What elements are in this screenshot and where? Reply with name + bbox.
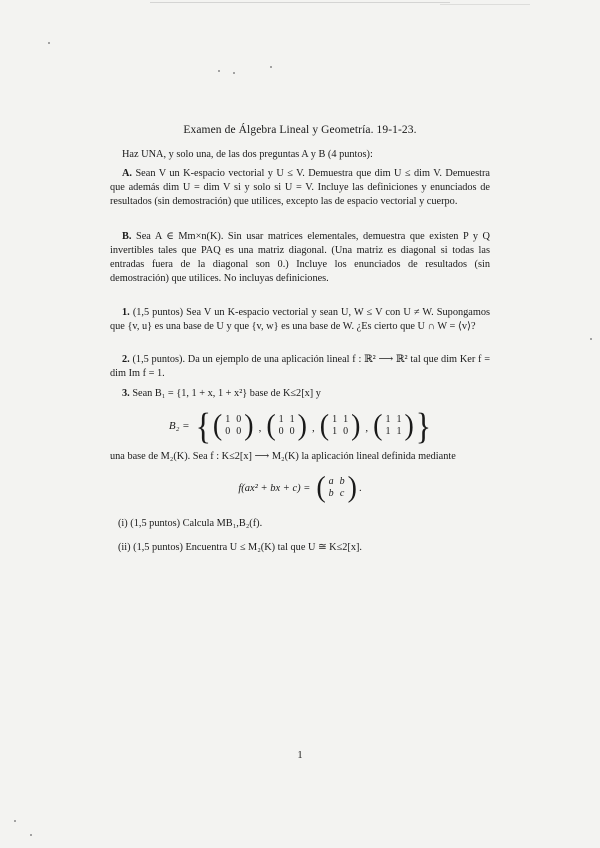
problem-3-intro-text: Sean B₁ = {1, 1 + x, 1 + x²} base de K≤2[x] y bbox=[132, 388, 321, 399]
map-matrix-entry: b bbox=[339, 476, 345, 487]
basis-b2-display bbox=[110, 405, 490, 447]
scan-artifact-line bbox=[150, 2, 450, 3]
matrix-entry: 0 bbox=[225, 426, 231, 437]
scan-artifact-speck bbox=[48, 42, 50, 44]
basis-matrix-1: ( 1 0 0 0 ) bbox=[212, 409, 254, 442]
matrix-entry: 1 bbox=[289, 414, 295, 425]
question-b-label: B. bbox=[122, 231, 132, 242]
scan-artifact-speck bbox=[590, 338, 592, 340]
basis-b2-lhs: B₂ = bbox=[168, 420, 190, 432]
matrix-entry: 0 bbox=[289, 426, 295, 437]
matrix-entry: 0 bbox=[278, 426, 284, 437]
map-matrix-entry: c bbox=[339, 488, 345, 499]
problem-3-after: una base de M₂(K). Sea f : K≤2[x] ⟶ M₂(K) la aplicación lineal definida mediante bbox=[110, 451, 456, 462]
matrix-entry: 0 bbox=[343, 426, 349, 437]
map-matrix-entry: a bbox=[328, 476, 334, 487]
matrix-entry: 0 bbox=[236, 414, 242, 425]
matrix-entry: 1 bbox=[385, 414, 391, 425]
question-a-label: A. bbox=[122, 168, 133, 179]
problem-3-intro bbox=[110, 387, 490, 401]
exam-title: Examen de Álgebra Lineal y Geometría. 19-1-23. bbox=[183, 124, 417, 136]
matrix-entry: 1 bbox=[332, 426, 338, 437]
instructions: Haz UNA, y solo una, de las dos preguntas A y B (4 puntos): bbox=[122, 149, 373, 160]
scan-artifact-speck bbox=[14, 820, 16, 822]
matrix-entry: 0 bbox=[236, 426, 242, 437]
question-a bbox=[110, 167, 490, 209]
matrix-separator-comma: , bbox=[365, 422, 369, 434]
map-matrix-entry: b bbox=[328, 488, 334, 499]
scan-artifact-speck bbox=[218, 70, 220, 72]
problem-2-text: (1,5 puntos). Da un ejemplo de una aplicación lineal f : ℝ² ⟶ ℝ² tal que dim Ker f = dim Im f = 1. bbox=[110, 354, 491, 379]
scan-artifact-speck bbox=[270, 66, 272, 68]
matrix-entry: 1 bbox=[396, 414, 402, 425]
problem-1-label: 1. bbox=[122, 307, 130, 318]
map-lhs: f(ax² + bx + c) = bbox=[238, 482, 311, 494]
basis-matrix-3: ( 1 1 1 0 ) bbox=[319, 409, 361, 442]
question-a-text: Sean V un K-espacio vectorial y U ≤ V. Demuestra que dim U ≤ dim V. Demuestra que además dim U = dim V si y solo si U = V. Incluye las definiciones y enunciados de resultados (sin demostración) que utilices, excepto las de espacio vectorial y cuerpo. bbox=[110, 168, 490, 207]
problem-2 bbox=[110, 353, 490, 381]
map-definition: f(ax² + bx + c) = ( a b b c ) . bbox=[238, 471, 362, 504]
problem-3-label: 3. bbox=[122, 388, 130, 399]
question-b bbox=[110, 230, 490, 286]
basis-matrix-2: ( 1 1 0 0 ) bbox=[266, 409, 307, 442]
scan-artifact-speck bbox=[30, 834, 32, 836]
problem-3-item-i: (i) (1,5 puntos) Calcula MB₁,B₂(f). bbox=[118, 518, 263, 529]
scan-artifact-line bbox=[440, 4, 530, 5]
map-matrix: ( a b b c ) bbox=[316, 471, 357, 504]
matrix-entry: 1 bbox=[343, 414, 349, 425]
basis-matrix-4: ( 1 1 1 1 ) bbox=[373, 409, 414, 442]
problem-3-item-ii: (ii) (1,5 puntos) Encuentra U ≤ M₂(K) tal que U ≅ K≤2[x]. bbox=[118, 542, 362, 553]
matrix-separator-comma: , bbox=[258, 422, 262, 434]
problem-1-text: (1,5 puntos) Sea V un K-espacio vectorial y sean U, W ≤ V con U ≠ W. Supongamos que {v, u} es una base de U y que {v, w} es una base de W. ¿Es cierto que U ∩ W = ⟨v⟩? bbox=[110, 307, 490, 332]
problem-2-label: 2. bbox=[122, 354, 130, 365]
question-b-text: Sea A ∈ Mm×n(K). Sin usar matrices elementales, demuestra que existen P y Q invertibles tales que PAQ es una matriz diagonal. (Una matriz es diagonal si todas las entradas fuera de la diagonal son 0.) Incluye los enunciados de resultados (sin demostración) que utilices. No incluyas definiciones. bbox=[110, 231, 490, 284]
matrix-entry: 1 bbox=[332, 414, 338, 425]
matrix-entry: 1 bbox=[225, 414, 231, 425]
matrix-separator-comma: , bbox=[311, 422, 315, 434]
matrix-entry: 1 bbox=[385, 426, 391, 437]
basis-b2-matrices bbox=[211, 409, 416, 442]
matrix-entry: 1 bbox=[278, 414, 284, 425]
scan-artifact-speck bbox=[233, 72, 235, 74]
matrix-entry: 1 bbox=[396, 426, 402, 437]
left-brace: { bbox=[195, 405, 211, 447]
problem-1 bbox=[110, 306, 490, 334]
right-brace: } bbox=[415, 405, 432, 447]
page-number: 1 bbox=[297, 750, 303, 761]
